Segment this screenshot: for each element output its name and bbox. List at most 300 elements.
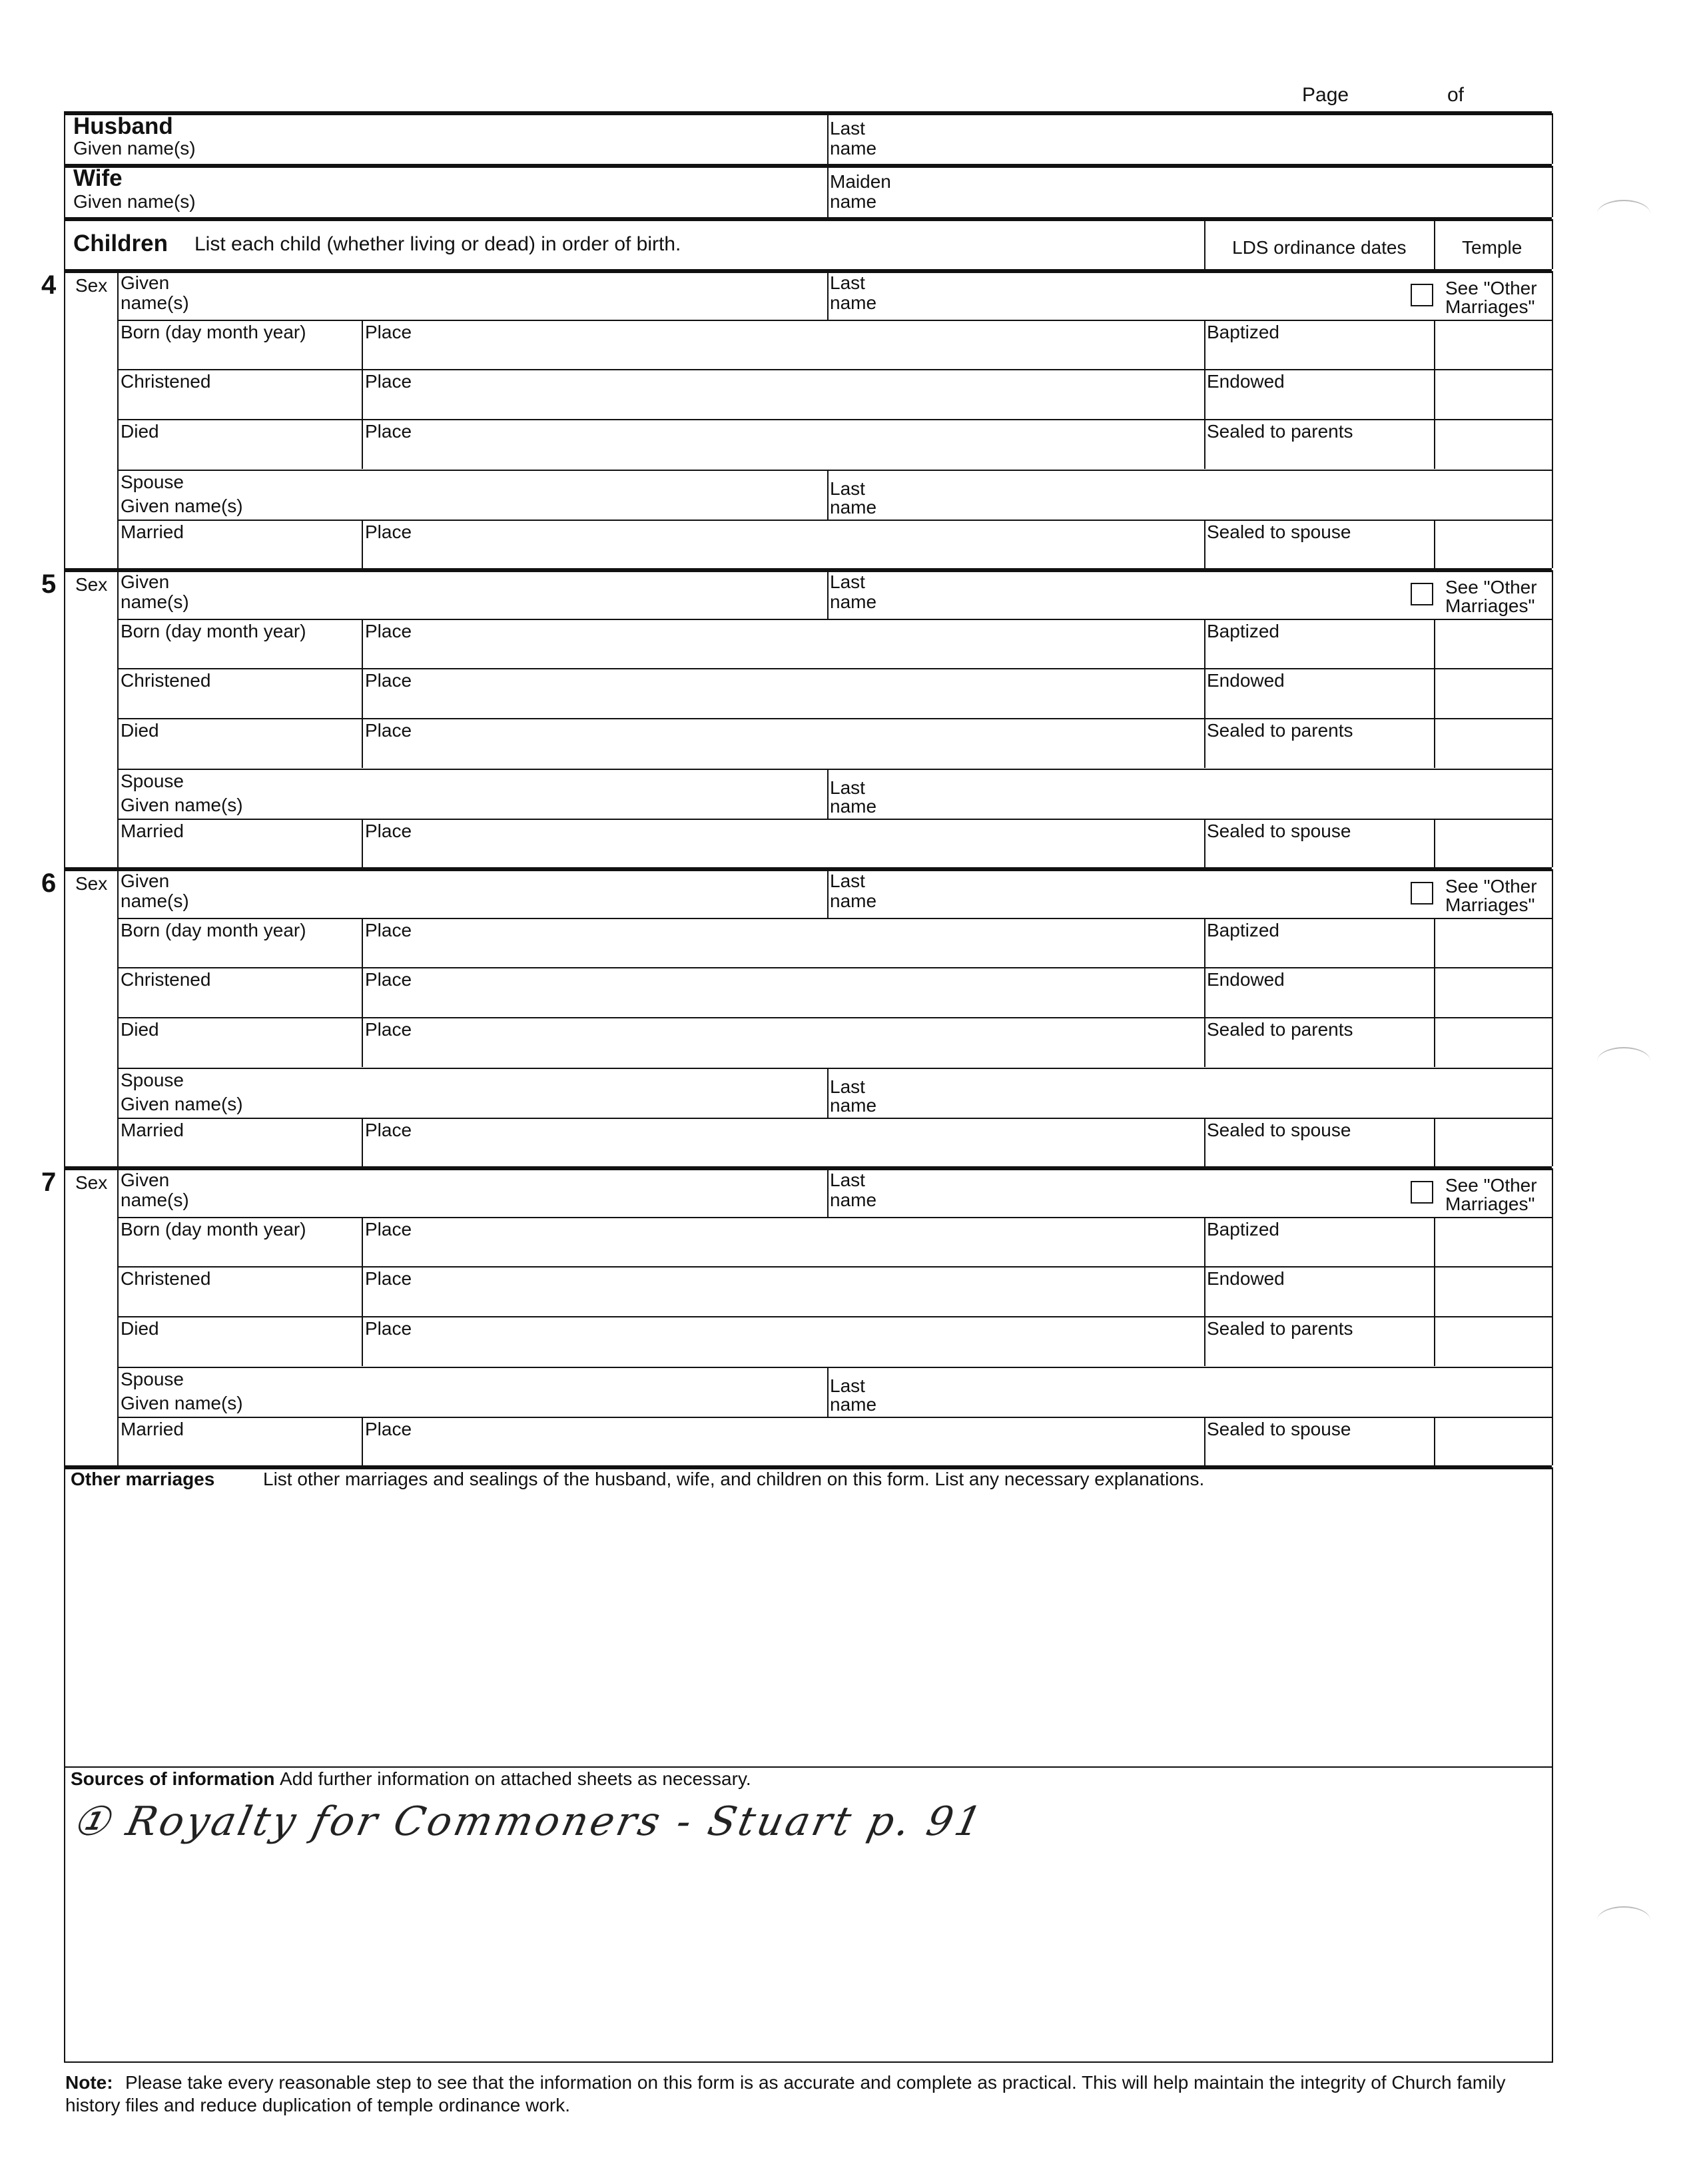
child-last-name-field[interactable] <box>886 274 1392 317</box>
born-place-field[interactable] <box>365 940 1197 966</box>
sealed-to-parents-date-field[interactable] <box>1207 1040 1430 1065</box>
endowed-date-field[interactable] <box>1207 691 1430 716</box>
child-row-rule <box>117 1417 1552 1418</box>
children-header-left-border <box>64 219 65 269</box>
see-other-marriages-checkbox[interactable] <box>1411 284 1433 306</box>
sealed-to-spouse-label: Sealed to spouse <box>1207 821 1351 841</box>
spouse-last-name-label-2: name <box>830 1095 877 1116</box>
child-row-rule <box>117 1068 1552 1069</box>
child-6-top-rule <box>64 867 1552 871</box>
born-date-field[interactable] <box>121 940 357 966</box>
note-title: Note: <box>65 2072 113 2093</box>
spouse-last-name-field[interactable] <box>886 1072 1545 1116</box>
child-ordinance-divider <box>1204 520 1205 569</box>
see-other-marriages-checkbox[interactable] <box>1411 583 1433 605</box>
wife-divider <box>827 166 829 217</box>
child-7-top-rule <box>64 1166 1552 1170</box>
husband-left-border <box>64 113 65 164</box>
born-place-field[interactable] <box>365 1240 1197 1265</box>
child-temple-divider <box>1434 718 1435 768</box>
sources-top-rule <box>64 1766 1552 1768</box>
died-place-field[interactable] <box>365 741 1197 766</box>
sealed-to-spouse-date-field[interactable] <box>1207 841 1430 867</box>
married-date-field[interactable] <box>121 1140 357 1166</box>
husband-last-label-2: name <box>830 138 877 159</box>
child-ordinance-divider <box>1204 1417 1205 1467</box>
spouse-last-name-label: Last <box>830 777 865 798</box>
child-left-border <box>64 570 65 867</box>
born-place-field[interactable] <box>365 342 1197 368</box>
last-name-label-2: name <box>830 1190 877 1210</box>
died-date-field[interactable] <box>121 1040 357 1065</box>
child-left-border <box>64 1168 65 1465</box>
see-other-marriages-label-2: Marriages" <box>1445 895 1535 915</box>
other-marriages-field[interactable] <box>71 1495 1545 1762</box>
child-ordinance-divider <box>1204 819 1205 869</box>
sealed-to-parents-date-field[interactable] <box>1207 442 1430 467</box>
died-date-field[interactable] <box>121 442 357 467</box>
see-other-marriages-checkbox[interactable] <box>1411 882 1433 905</box>
child-left-border <box>64 271 65 568</box>
endowed-temple-field[interactable] <box>1437 1269 1549 1314</box>
baptized-label: Baptized <box>1207 920 1279 940</box>
child-ordinance-divider <box>1204 1017 1205 1067</box>
child-number: 4 <box>41 270 57 300</box>
endowed-date-field[interactable] <box>1207 990 1430 1015</box>
child-right-border <box>1552 869 1553 1166</box>
died-place-field[interactable] <box>365 1040 1197 1065</box>
child-sex-field[interactable] <box>67 296 113 320</box>
wife-right-border <box>1552 166 1553 217</box>
child-ordinance-divider <box>1204 967 1205 1017</box>
child-row-rule <box>117 369 1552 370</box>
married-label: Married <box>121 1419 184 1439</box>
child-last-name-field[interactable] <box>886 1172 1392 1214</box>
place-label: Place <box>365 421 412 442</box>
died-label: Died <box>121 1318 159 1339</box>
spouse-given-name-field[interactable] <box>280 1072 819 1116</box>
spouse-given-name-field[interactable] <box>280 773 819 817</box>
child-date-divider <box>362 918 363 968</box>
husband-divider <box>827 113 829 164</box>
spouse-label: Spouse <box>121 1070 184 1090</box>
child-date-divider <box>362 1316 363 1366</box>
last-name-label: Last <box>830 272 865 293</box>
child-date-divider <box>362 320 363 370</box>
born-place-field[interactable] <box>365 641 1197 667</box>
wife-maiden-label: Maiden <box>830 171 891 192</box>
given-name-label-2: name(s) <box>121 292 189 313</box>
child-date-divider <box>362 520 363 569</box>
place-label: Place <box>365 1318 412 1339</box>
see-other-marriages-label: See "Other <box>1445 876 1537 897</box>
sealed-to-parents-label: Sealed to parents <box>1207 720 1353 741</box>
given-name-label-2: name(s) <box>121 591 189 612</box>
sealed-to-parents-temple-field[interactable] <box>1437 422 1549 467</box>
child-date-divider <box>362 819 363 869</box>
married-label: Married <box>121 522 184 542</box>
born-label: Born (day month year) <box>121 1219 306 1240</box>
married-date-field[interactable] <box>121 841 357 867</box>
endowed-temple-field[interactable] <box>1437 671 1549 716</box>
child-date-divider <box>362 619 363 669</box>
wife-maiden-label-2: name <box>830 191 877 212</box>
sealed-to-spouse-temple-field[interactable] <box>1437 1419 1549 1465</box>
husband-last-field[interactable] <box>886 115 1545 161</box>
last-name-label-2: name <box>830 591 877 612</box>
christened-label: Christened <box>121 371 211 392</box>
baptized-temple-field[interactable] <box>1437 621 1549 667</box>
child-date-divider <box>362 718 363 768</box>
sealed-to-parents-temple-field[interactable] <box>1437 1319 1549 1364</box>
child-right-border <box>1552 271 1553 568</box>
place-label: Place <box>365 621 412 641</box>
child-given-name-field[interactable] <box>220 573 819 616</box>
spouse-last-name-label: Last <box>830 478 865 499</box>
child-name-divider <box>827 869 829 918</box>
endowed-label: Endowed <box>1207 969 1285 990</box>
wife-given-label: Given name(s) <box>73 191 196 212</box>
husband-title: Husband <box>73 113 173 139</box>
child-row-rule <box>117 470 1552 471</box>
place-label: Place <box>365 322 412 342</box>
died-date-field[interactable] <box>121 741 357 766</box>
christened-place-field[interactable] <box>365 1289 1197 1314</box>
place-label: Place <box>365 1219 412 1240</box>
child-row-rule <box>117 320 1552 321</box>
baptized-temple-field[interactable] <box>1437 1220 1549 1265</box>
child-temple-divider <box>1434 1217 1435 1267</box>
child-5-top-rule <box>64 568 1552 572</box>
child-sex-field[interactable] <box>67 894 113 918</box>
given-name-label: Given <box>121 272 170 293</box>
lower-right-border <box>1552 1467 1553 2063</box>
died-place-field[interactable] <box>365 442 1197 467</box>
sealed-to-spouse-temple-field[interactable] <box>1437 522 1549 567</box>
spouse-last-name-field[interactable] <box>886 474 1545 518</box>
child-right-border <box>1552 1168 1553 1465</box>
given-name-label-2: name(s) <box>121 1190 189 1210</box>
child-ordinance-divider <box>1204 619 1205 669</box>
child-given-name-field[interactable] <box>220 873 819 915</box>
child-row-rule <box>117 718 1552 719</box>
child-row-rule <box>117 1017 1552 1018</box>
sealed-to-spouse-date-field[interactable] <box>1207 542 1430 567</box>
child-ordinance-divider <box>1204 1316 1205 1366</box>
christened-date-field[interactable] <box>121 1289 357 1314</box>
child-ordinance-divider <box>1204 1217 1205 1267</box>
child-inner-border <box>117 570 119 867</box>
christened-label: Christened <box>121 1268 211 1289</box>
born-date-field[interactable] <box>121 1240 357 1265</box>
spouse-last-name-label: Last <box>830 1076 865 1097</box>
child-temple-divider <box>1434 619 1435 669</box>
see-other-marriages-label-2: Marriages" <box>1445 595 1535 616</box>
baptized-date-field[interactable] <box>1207 342 1430 368</box>
child-last-name-field[interactable] <box>886 573 1392 616</box>
page-total-field[interactable] <box>1475 80 1548 107</box>
child-temple-divider <box>1434 369 1435 419</box>
child-temple-divider <box>1434 520 1435 569</box>
place-label: Place <box>365 670 412 691</box>
christened-label: Christened <box>121 670 211 691</box>
christened-place-field[interactable] <box>365 691 1197 716</box>
married-date-field[interactable] <box>121 542 357 567</box>
other-marriages-title: Other marriages <box>71 1469 215 1489</box>
child-temple-divider <box>1434 819 1435 869</box>
sealed-to-parents-date-field[interactable] <box>1207 1339 1430 1364</box>
child-given-name-field[interactable] <box>220 1172 819 1214</box>
born-label: Born (day month year) <box>121 621 306 641</box>
place-label: Place <box>365 821 412 841</box>
place-label: Place <box>365 522 412 542</box>
sex-label: Sex <box>75 275 108 296</box>
given-name-label: Given <box>121 871 170 891</box>
born-label: Born (day month year) <box>121 920 306 940</box>
child-spouse-divider <box>827 769 829 819</box>
place-label: Place <box>365 969 412 990</box>
child-date-divider <box>362 1118 363 1168</box>
sources-handwritten-entry[interactable]: ① Royalty for Commoners - Stuart p. 91 <box>68 1798 989 1845</box>
child-right-border <box>1552 570 1553 867</box>
spouse-last-name-field[interactable] <box>886 773 1545 817</box>
sealed-to-spouse-date-field[interactable] <box>1207 1140 1430 1166</box>
sealed-to-spouse-temple-field[interactable] <box>1437 821 1549 867</box>
died-date-field[interactable] <box>121 1339 357 1364</box>
christened-date-field[interactable] <box>121 691 357 716</box>
last-name-label: Last <box>830 871 865 891</box>
last-name-label: Last <box>830 1170 865 1190</box>
died-place-field[interactable] <box>365 1339 1197 1364</box>
child-ordinance-divider <box>1204 1266 1205 1316</box>
spouse-label: Spouse <box>121 1369 184 1389</box>
child-spouse-divider <box>827 1367 829 1417</box>
child-temple-divider <box>1434 1417 1435 1467</box>
spouse-last-name-label-2: name <box>830 1394 877 1415</box>
child-temple-divider <box>1434 1017 1435 1067</box>
spouse-given-name-label: Given name(s) <box>121 1393 243 1413</box>
of-label: of <box>1447 84 1465 106</box>
see-other-marriages-checkbox[interactable] <box>1411 1181 1433 1204</box>
married-place-field[interactable] <box>365 1140 1197 1166</box>
children-header-top-rule <box>64 217 1552 221</box>
child-date-divider <box>362 1217 363 1267</box>
sealed-to-spouse-date-field[interactable] <box>1207 1439 1430 1465</box>
husband-right-border <box>1552 113 1553 164</box>
place-label: Place <box>365 1120 412 1140</box>
last-name-label-2: name <box>830 292 877 313</box>
child-date-divider <box>362 1266 363 1316</box>
child-row-rule <box>117 1367 1552 1368</box>
child-date-divider <box>362 668 363 718</box>
see-other-marriages-label: See "Other <box>1445 577 1537 597</box>
child-row-rule <box>117 967 1552 968</box>
sealed-to-parents-label: Sealed to parents <box>1207 1318 1353 1339</box>
endowed-label: Endowed <box>1207 670 1285 691</box>
sex-label: Sex <box>75 873 108 894</box>
children-title: Children <box>73 230 168 256</box>
spouse-label: Spouse <box>121 771 184 791</box>
wife-left-border <box>64 166 65 217</box>
child-last-name-field[interactable] <box>886 873 1392 915</box>
binder-hole-mark <box>1597 1047 1650 1075</box>
child-sex-field[interactable] <box>67 595 113 619</box>
sealed-to-parents-temple-field[interactable] <box>1437 1020 1549 1065</box>
child-ordinance-divider <box>1204 369 1205 419</box>
child-row-rule <box>117 1118 1552 1119</box>
died-label: Died <box>121 421 159 442</box>
see-other-marriages-label: See "Other <box>1445 1175 1537 1196</box>
sealed-to-spouse-label: Sealed to spouse <box>1207 522 1351 542</box>
wife-given-field[interactable] <box>333 168 819 214</box>
spouse-given-name-field[interactable] <box>280 474 819 518</box>
given-name-label-2: name(s) <box>121 891 189 911</box>
husband-given-field[interactable] <box>333 115 819 161</box>
child-temple-divider <box>1434 668 1435 718</box>
born-label: Born (day month year) <box>121 322 306 342</box>
child-row-rule <box>117 1266 1552 1268</box>
married-place-field[interactable] <box>365 1439 1197 1465</box>
children-header-right-border <box>1552 219 1553 269</box>
other-marriages-instruction: List other marriages and sealings of the husband, wife, and children on this form. List any necessary explanations. <box>263 1469 1205 1489</box>
spouse-given-name-label: Given name(s) <box>121 496 243 516</box>
spouse-label: Spouse <box>121 472 184 492</box>
children-instruction: List each child (whether living or dead) in order of birth. <box>194 233 681 255</box>
place-label: Place <box>365 1419 412 1439</box>
child-date-divider <box>362 967 363 1017</box>
husband-last-label: Last <box>830 118 865 139</box>
child-given-name-field[interactable] <box>220 274 819 317</box>
sealed-to-spouse-temple-field[interactable] <box>1437 1120 1549 1166</box>
spouse-last-name-field[interactable] <box>886 1371 1545 1415</box>
place-label: Place <box>365 920 412 940</box>
place-label: Place <box>365 720 412 741</box>
child-name-divider <box>827 271 829 320</box>
spouse-last-name-label: Last <box>830 1375 865 1396</box>
child-4-top-rule <box>64 269 1552 273</box>
place-label: Place <box>365 371 412 392</box>
child-temple-divider <box>1434 967 1435 1017</box>
child-row-rule <box>117 918 1552 919</box>
child-inner-border <box>117 271 119 568</box>
husband-given-label: Given name(s) <box>73 138 196 159</box>
child-name-divider <box>827 1168 829 1217</box>
wife-title: Wife <box>73 165 123 191</box>
child-ordinance-divider <box>1204 668 1205 718</box>
child-number: 7 <box>41 1168 57 1197</box>
spouse-last-name-label-2: name <box>830 796 877 817</box>
baptized-date-field[interactable] <box>1207 1240 1430 1265</box>
baptized-label: Baptized <box>1207 621 1279 641</box>
baptized-date-field[interactable] <box>1207 940 1430 966</box>
child-row-rule <box>117 619 1552 620</box>
endowed-temple-field[interactable] <box>1437 372 1549 417</box>
note-line-1: Please take every reasonable step to see that the information on this form is as accurate and complete as practical. This will help maintain the integrity of Church family <box>125 2072 1506 2093</box>
endowed-date-field[interactable] <box>1207 392 1430 417</box>
child-row-rule <box>117 419 1552 420</box>
spouse-given-name-label: Given name(s) <box>121 795 243 815</box>
sex-label: Sex <box>75 574 108 595</box>
note-line-2: history files and reduce duplication of temple ordinance work. <box>65 2095 570 2115</box>
child-temple-divider <box>1434 1266 1435 1316</box>
sealed-to-parents-date-field[interactable] <box>1207 741 1430 766</box>
born-date-field[interactable] <box>121 342 357 368</box>
child-inner-border <box>117 869 119 1166</box>
christened-date-field[interactable] <box>121 990 357 1015</box>
child-ordinance-divider <box>1204 419 1205 469</box>
sources-field[interactable] <box>68 1795 1545 2058</box>
died-label: Died <box>121 720 159 741</box>
baptized-temple-field[interactable] <box>1437 322 1549 368</box>
page-number-field[interactable] <box>1352 80 1439 107</box>
baptized-date-field[interactable] <box>1207 641 1430 667</box>
child-temple-divider <box>1434 320 1435 370</box>
given-name-label: Given <box>121 571 170 592</box>
child-name-divider <box>827 570 829 619</box>
child-inner-border <box>117 1168 119 1465</box>
spouse-given-name-field[interactable] <box>280 1371 819 1415</box>
spouse-given-name-label: Given name(s) <box>121 1094 243 1114</box>
binder-hole-mark <box>1597 1906 1650 1934</box>
lds-ordinance-label: LDS ordinance dates <box>1232 237 1407 258</box>
born-date-field[interactable] <box>121 641 357 667</box>
sealed-to-parents-label: Sealed to parents <box>1207 421 1353 442</box>
child-temple-divider <box>1434 918 1435 968</box>
child-ordinance-divider <box>1204 320 1205 370</box>
died-label: Died <box>121 1019 159 1040</box>
child-spouse-divider <box>827 1068 829 1118</box>
child-number: 5 <box>41 569 57 599</box>
endowed-temple-field[interactable] <box>1437 970 1549 1015</box>
child-temple-divider <box>1434 419 1435 469</box>
christened-place-field[interactable] <box>365 392 1197 417</box>
baptized-label: Baptized <box>1207 322 1279 342</box>
sealed-to-spouse-label: Sealed to spouse <box>1207 1419 1351 1439</box>
spouse-last-name-label-2: name <box>830 497 877 518</box>
sources-title: Sources of information <box>71 1768 275 1789</box>
children-header-divider-2 <box>1434 219 1435 269</box>
sealed-to-parents-temple-field[interactable] <box>1437 721 1549 766</box>
sealed-to-spouse-label: Sealed to spouse <box>1207 1120 1351 1140</box>
see-other-marriages-label: See "Other <box>1445 278 1537 298</box>
child-sex-field[interactable] <box>67 1193 113 1217</box>
christened-place-field[interactable] <box>365 990 1197 1015</box>
child-temple-divider <box>1434 1316 1435 1366</box>
place-label: Place <box>365 1019 412 1040</box>
christened-label: Christened <box>121 969 211 990</box>
child-row-rule <box>117 520 1552 521</box>
child-date-divider <box>362 419 363 469</box>
child-date-divider <box>362 1417 363 1467</box>
wife-maiden-field[interactable] <box>906 168 1545 214</box>
married-place-field[interactable] <box>365 841 1197 867</box>
married-date-field[interactable] <box>121 1439 357 1465</box>
married-place-field[interactable] <box>365 542 1197 567</box>
last-name-label: Last <box>830 571 865 592</box>
child-number: 6 <box>41 869 57 898</box>
given-name-label: Given <box>121 1170 170 1190</box>
christened-date-field[interactable] <box>121 392 357 417</box>
child-row-rule <box>117 1217 1552 1218</box>
married-label: Married <box>121 1120 184 1140</box>
binder-hole-mark <box>1597 200 1650 228</box>
sources-instruction: Add further information on attached sheets as necessary. <box>280 1768 751 1789</box>
endowed-date-field[interactable] <box>1207 1289 1430 1314</box>
child-spouse-divider <box>827 470 829 520</box>
baptized-temple-field[interactable] <box>1437 920 1549 966</box>
married-label: Married <box>121 821 184 841</box>
child-ordinance-divider <box>1204 1118 1205 1168</box>
